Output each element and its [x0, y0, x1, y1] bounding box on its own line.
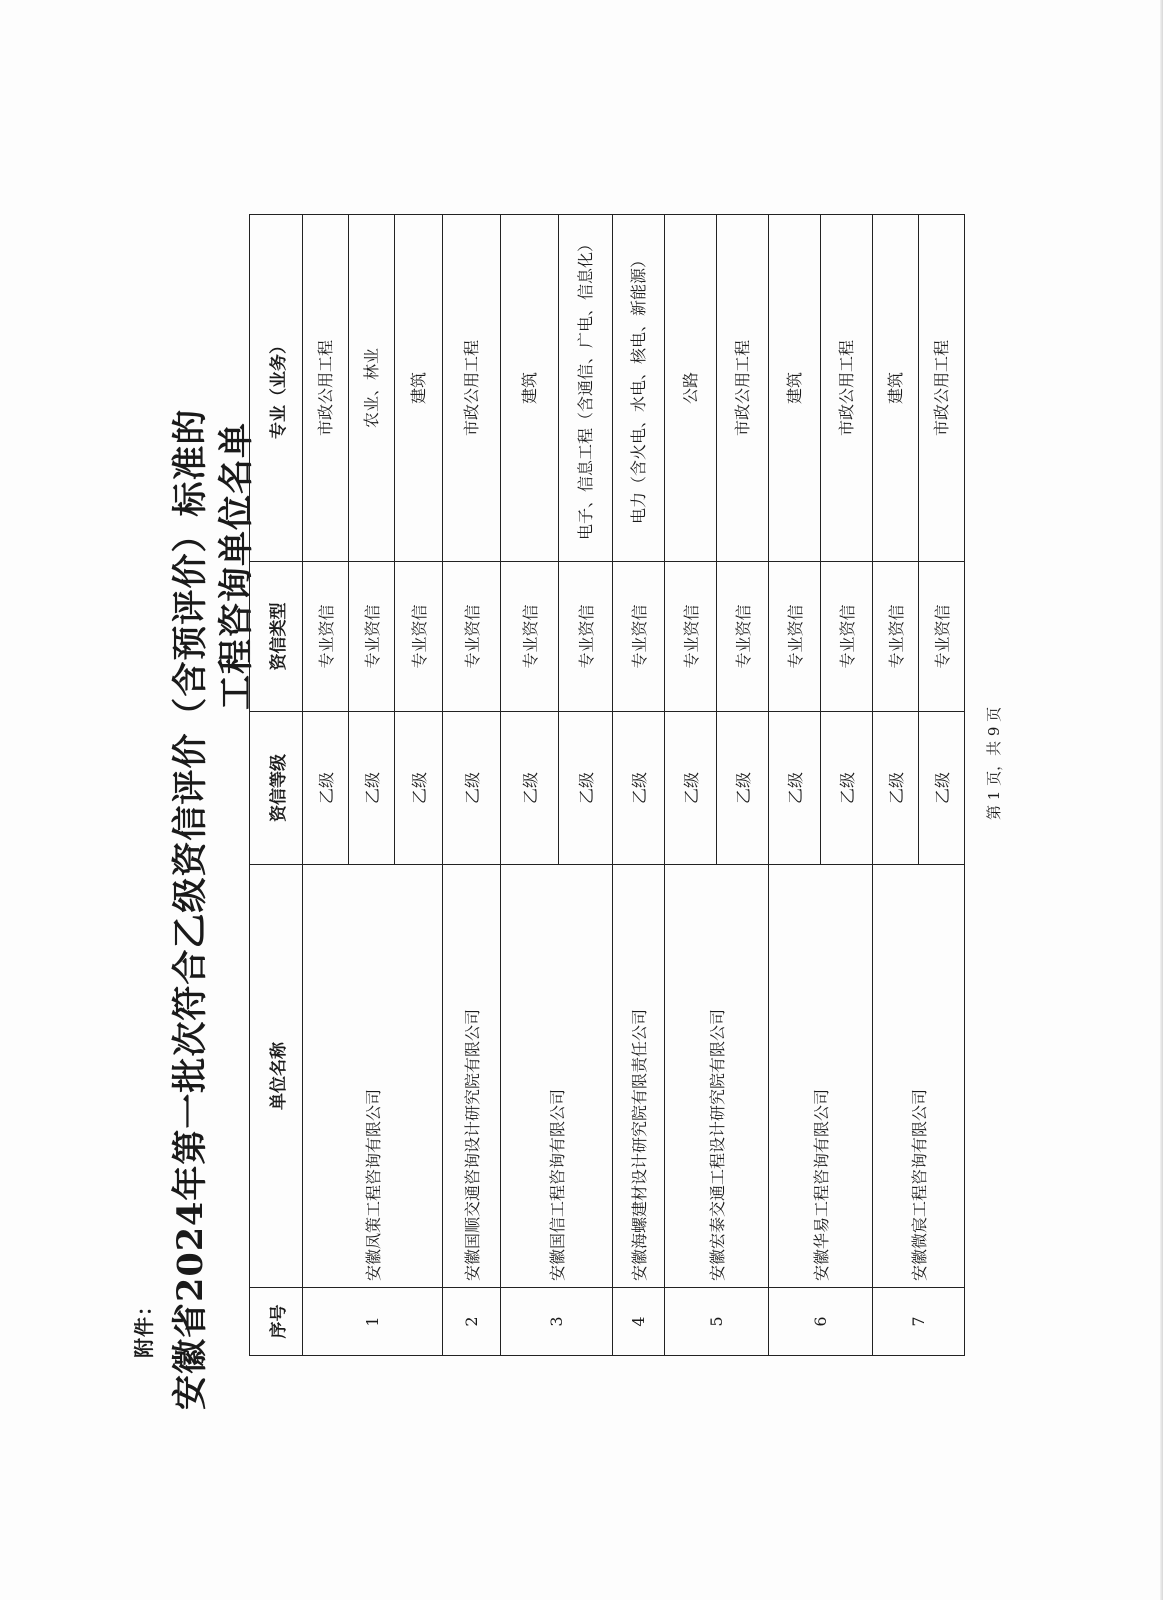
cell-grade: 乙级: [443, 712, 501, 865]
page-footer: 第 1 页，共 9 页: [985, 706, 1003, 820]
cell-spec: 电力（含火电、水电、核电、新能源）: [613, 215, 665, 562]
cell-unit-name: 安徽海螺建材设计研究院有限责任公司: [613, 865, 665, 1288]
header-row: [250, 215, 303, 1356]
cell-no: 7: [873, 1288, 965, 1356]
cell-spec: 市政公用工程: [303, 215, 349, 562]
table-row: [443, 215, 501, 1356]
unit-list-table: [249, 214, 965, 1356]
cell-grade: 乙级: [613, 712, 665, 865]
table-row: [501, 215, 559, 1356]
cell-type: 专业资信: [665, 562, 717, 712]
cell-no: 5: [665, 1288, 769, 1356]
cell-type: 专业资信: [873, 562, 919, 712]
cell-no: 1: [303, 1288, 443, 1356]
cell-grade: 乙级: [873, 712, 919, 865]
cell-spec: 农业、林业: [349, 215, 395, 562]
cell-no: 2: [443, 1288, 501, 1356]
cell-type: 专业资信: [443, 562, 501, 712]
title-line-2: 工程咨询单位名单: [216, 421, 257, 710]
table-row: [769, 215, 821, 1356]
cell-spec: 市政公用工程: [919, 215, 965, 562]
cell-unit-name: 安徽凤策工程咨询有限公司: [303, 865, 443, 1288]
document-title: [168, 0, 260, 1410]
cell-spec: 建筑: [769, 215, 821, 562]
cell-spec: 建筑: [873, 215, 919, 562]
cell-type: 专业资信: [303, 562, 349, 712]
cell-type: 专业资信: [395, 562, 443, 712]
table-row: [303, 215, 349, 1356]
cell-unit-name: 安徽华易工程咨询有限公司: [769, 865, 873, 1288]
cell-unit-name: 安徽宏泰交通工程设计研究院有限公司: [665, 865, 769, 1288]
header-type: 资信类型: [250, 562, 303, 712]
cell-type: 专业资信: [613, 562, 665, 712]
cell-type: 专业资信: [349, 562, 395, 712]
cell-type: 专业资信: [559, 562, 613, 712]
cell-unit-name: 安徽国顺交通咨询设计研究院有限公司: [443, 865, 501, 1288]
cell-unit-name: 安徽国信工程咨询有限公司: [501, 865, 613, 1288]
header-no: 序号: [250, 1288, 303, 1356]
cell-grade: 乙级: [395, 712, 443, 865]
cell-grade: 乙级: [919, 712, 965, 865]
cell-type: 专业资信: [821, 562, 873, 712]
cell-type: 专业资信: [919, 562, 965, 712]
cell-spec: 建筑: [395, 215, 443, 562]
cell-spec: 市政公用工程: [443, 215, 501, 562]
cell-spec: 公路: [665, 215, 717, 562]
cell-type: 专业资信: [769, 562, 821, 712]
table-body: [303, 215, 965, 1356]
cell-grade: 乙级: [717, 712, 769, 865]
header-grade: 资信等级: [250, 712, 303, 865]
cell-type: 专业资信: [501, 562, 559, 712]
cell-no: 6: [769, 1288, 873, 1356]
cell-spec: 市政公用工程: [821, 215, 873, 562]
cell-spec: 建筑: [501, 215, 559, 562]
unit-list-table-wrapper: [249, 215, 965, 1356]
cell-grade: 乙级: [665, 712, 717, 865]
attachment-label: 附件：: [132, 1295, 156, 1358]
cell-type: 专业资信: [717, 562, 769, 712]
header-spec: 专业（业务）: [250, 215, 303, 562]
cell-unit-name: 安徽微宸工程咨询有限公司: [873, 865, 965, 1288]
cell-no: 4: [613, 1288, 665, 1356]
cell-grade: 乙级: [349, 712, 395, 865]
cell-grade: 乙级: [501, 712, 559, 865]
table-row: [665, 215, 717, 1356]
cell-spec: 电子、信息工程（含通信、广电、信息化）: [559, 215, 613, 562]
cell-spec: 市政公用工程: [717, 215, 769, 562]
cell-grade: 乙级: [821, 712, 873, 865]
table-row: [873, 215, 919, 1356]
cell-grade: 乙级: [303, 712, 349, 865]
cell-grade: 乙级: [769, 712, 821, 865]
cell-no: 3: [501, 1288, 613, 1356]
table-row: [613, 215, 665, 1356]
cell-grade: 乙级: [559, 712, 613, 865]
header-name: 单位名称: [250, 865, 303, 1288]
title-line-1: 安徽省2024年第一批次符合乙级资信评价（含预评价）标准的: [170, 408, 211, 1410]
